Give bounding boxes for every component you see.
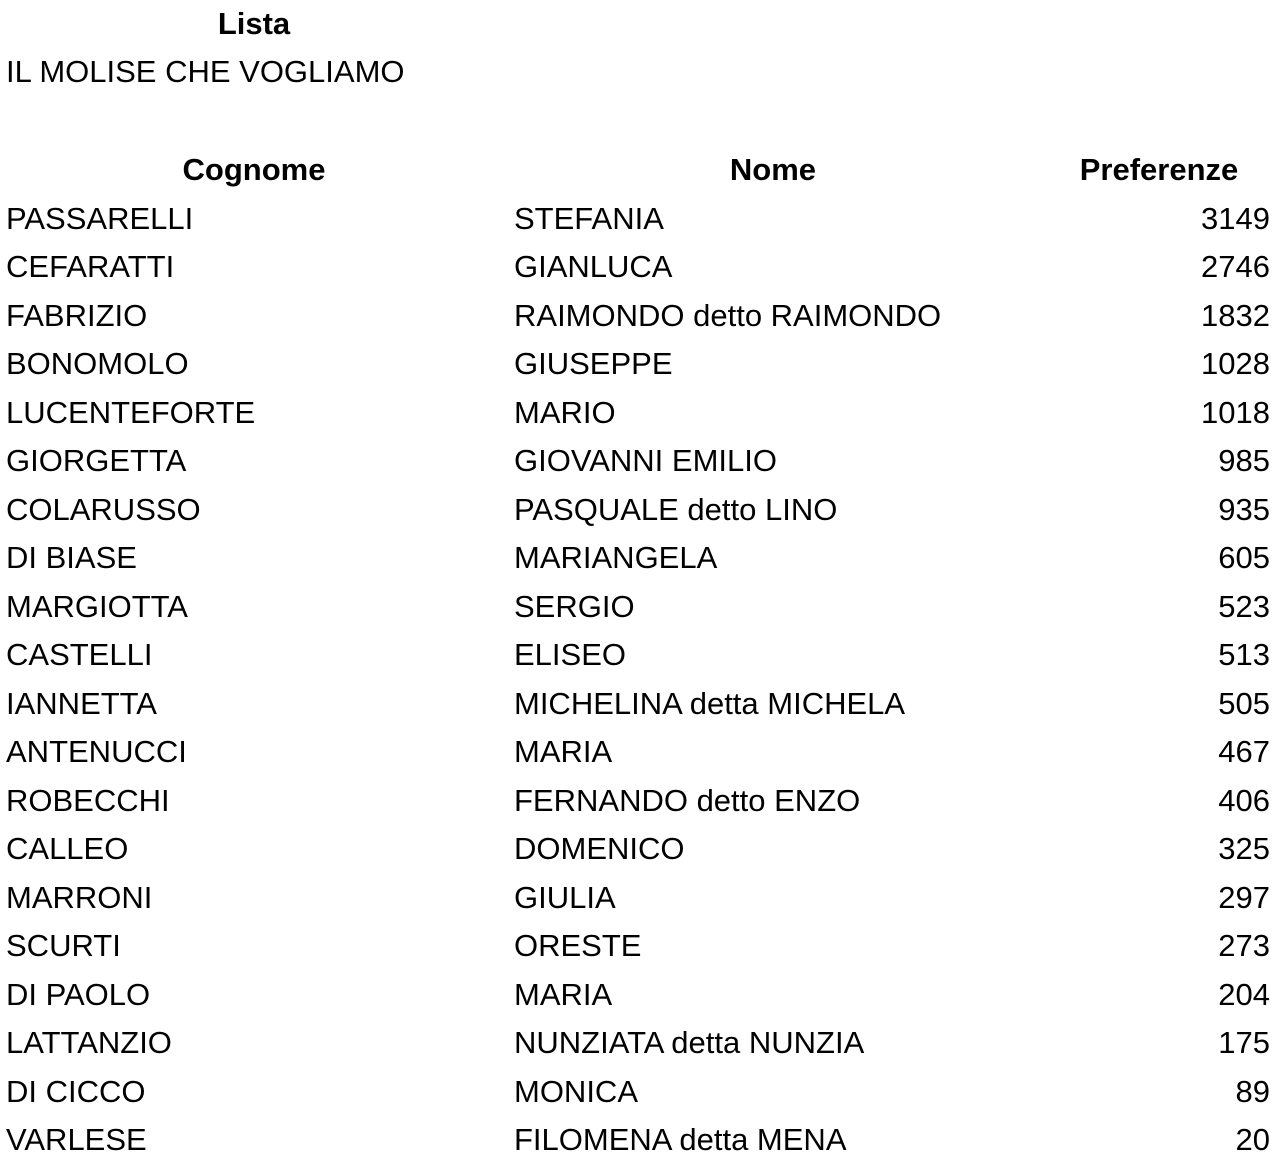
cell-nome: PASQUALE detto LINO xyxy=(514,491,838,527)
cell-nome: MARIA xyxy=(514,976,613,1012)
cell-pref: 467 xyxy=(1218,734,1270,770)
cell-pref: 175 xyxy=(1218,1025,1270,1061)
cell-cognome: IANNETTA xyxy=(6,685,157,721)
table-row xyxy=(0,874,1280,923)
cell-nome: FERNANDO detto ENZO xyxy=(514,782,861,818)
cell-cognome: LATTANZIO xyxy=(6,1025,172,1061)
cell-pref: 1028 xyxy=(1201,346,1270,382)
cell-pref: 1832 xyxy=(1201,297,1270,333)
table-row xyxy=(0,534,1280,583)
cell-pref: 297 xyxy=(1218,879,1270,915)
cell-cognome: SCURTI xyxy=(6,928,121,964)
cell-cognome: LUCENTEFORTE xyxy=(6,394,256,430)
table-row xyxy=(0,389,1280,438)
cell-cognome: GIORGETTA xyxy=(6,443,187,479)
cell-pref: 406 xyxy=(1218,782,1270,818)
cell-cognome: CASTELLI xyxy=(6,637,153,673)
table-row xyxy=(0,340,1280,389)
table-body xyxy=(0,195,1280,1165)
table-row xyxy=(0,777,1280,826)
cell-nome: GIANLUCA xyxy=(514,249,673,285)
table-row xyxy=(0,728,1280,777)
cell-nome: GIULIA xyxy=(514,879,616,915)
cell-cognome: VARLESE xyxy=(6,1122,147,1158)
table-row xyxy=(0,1019,1280,1068)
cell-nome: GIOVANNI EMILIO xyxy=(514,443,777,479)
cell-pref: 3149 xyxy=(1201,200,1270,236)
cell-nome: MARIO xyxy=(514,394,616,430)
table-row xyxy=(0,825,1280,874)
table-row xyxy=(0,922,1280,971)
cell-pref: 523 xyxy=(1218,588,1270,624)
cell-nome: MARIA xyxy=(514,734,613,770)
table-row xyxy=(0,292,1280,341)
table-row xyxy=(0,195,1280,244)
cell-pref: 20 xyxy=(1235,1122,1270,1158)
cell-cognome: BONOMOLO xyxy=(6,346,189,382)
cell-nome: FILOMENA detta MENA xyxy=(514,1122,847,1158)
cell-cognome: ANTENUCCI xyxy=(6,734,187,770)
cell-cognome: MARRONI xyxy=(6,879,153,915)
cell-cognome: CEFARATTI xyxy=(6,249,175,285)
table-row xyxy=(0,631,1280,680)
preferences-table xyxy=(0,146,1280,1165)
list-name: IL MOLISE CHE VOGLIAMO xyxy=(6,54,405,89)
cell-pref: 2746 xyxy=(1201,249,1270,285)
table-row xyxy=(0,243,1280,292)
cell-nome: GIUSEPPE xyxy=(514,346,673,382)
table-row xyxy=(0,583,1280,632)
cell-nome: DOMENICO xyxy=(514,831,685,867)
cell-nome: SERGIO xyxy=(514,588,635,624)
cell-nome: MICHELINA detta MICHELA xyxy=(514,685,906,721)
cell-pref: 204 xyxy=(1218,976,1270,1012)
cell-pref: 985 xyxy=(1218,443,1270,479)
cell-nome: ELISEO xyxy=(514,637,626,673)
cell-cognome: DI PAOLO xyxy=(6,976,151,1012)
table-row xyxy=(0,680,1280,729)
table-row xyxy=(0,437,1280,486)
cell-cognome: PASSARELLI xyxy=(6,200,194,236)
cell-pref: 325 xyxy=(1218,831,1270,867)
cell-nome: ORESTE xyxy=(514,928,642,964)
cell-cognome: DI CICCO xyxy=(6,1073,146,1109)
cell-pref: 89 xyxy=(1235,1073,1270,1109)
cell-cognome: DI BIASE xyxy=(6,540,137,576)
column-header-cognome: Cognome xyxy=(182,152,326,188)
cell-nome: MONICA xyxy=(514,1073,638,1109)
cell-nome: RAIMONDO detto RAIMONDO xyxy=(514,297,942,333)
table-row xyxy=(0,971,1280,1020)
cell-pref: 935 xyxy=(1218,491,1270,527)
table-row xyxy=(0,1116,1280,1165)
column-header-preferenze: Preferenze xyxy=(1079,152,1239,188)
cell-pref: 273 xyxy=(1218,928,1270,964)
cell-pref: 605 xyxy=(1218,540,1270,576)
cell-cognome: COLARUSSO xyxy=(6,491,201,527)
cell-nome: STEFANIA xyxy=(514,200,664,236)
table-row xyxy=(0,486,1280,535)
cell-cognome: ROBECCHI xyxy=(6,782,170,818)
cell-cognome: FABRIZIO xyxy=(6,297,148,333)
lista-label: Lista xyxy=(217,6,291,41)
cell-nome: MARIANGELA xyxy=(514,540,718,576)
column-header-nome: Nome xyxy=(729,152,817,188)
table-header-row xyxy=(0,146,1280,195)
cell-pref: 513 xyxy=(1218,637,1270,673)
cell-pref: 505 xyxy=(1218,685,1270,721)
table-row xyxy=(0,1068,1280,1117)
cell-nome: NUNZIATA detta NUNZIA xyxy=(514,1025,865,1061)
cell-cognome: MARGIOTTA xyxy=(6,588,188,624)
cell-cognome: CALLEO xyxy=(6,831,129,867)
cell-pref: 1018 xyxy=(1201,394,1270,430)
